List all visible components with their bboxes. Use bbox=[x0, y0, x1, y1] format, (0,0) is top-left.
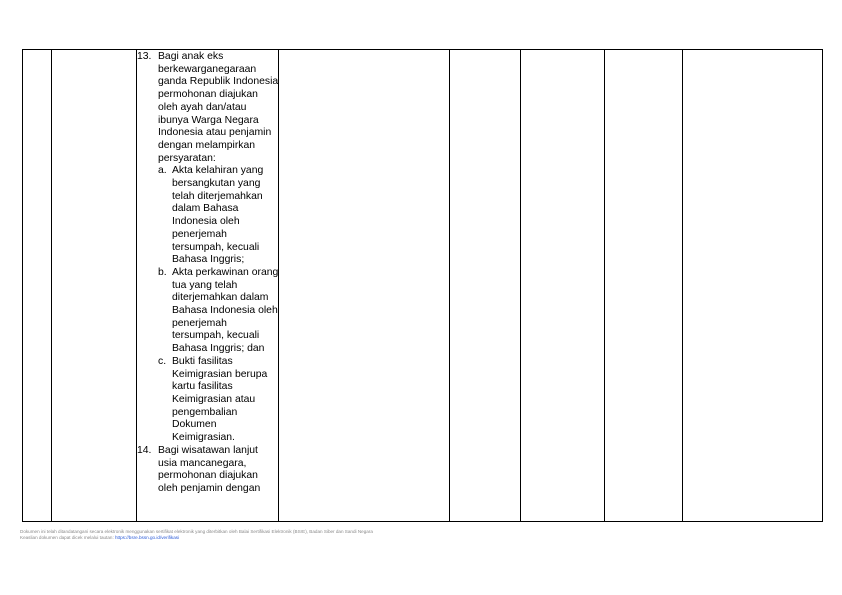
sub-item bbox=[158, 267, 279, 356]
column-divider bbox=[51, 50, 52, 521]
column-divider bbox=[520, 50, 521, 521]
requirements-cell bbox=[137, 51, 279, 496]
sub-item-letter: a. bbox=[158, 165, 167, 177]
column-divider bbox=[449, 50, 450, 521]
column-divider bbox=[682, 50, 683, 521]
sub-item bbox=[158, 356, 279, 445]
item-number: 14. bbox=[137, 444, 152, 456]
signature-notice: Dokumen ini telah ditandatangani secara elektronik menggunakan sertifikat elektronik yang diterbitkan oleh Balai Sertifikasi Elektronik (BSrE), Badan Siber dan Sandi Negara bbox=[20, 529, 373, 534]
list-item bbox=[137, 445, 279, 496]
list-item bbox=[137, 51, 279, 445]
item-text: Bagi anak eks berkewarganegaraan ganda Republik Indonesia permohonan diajukan oleh ayah dan/atau ibunya Warga Negara Indonesia atau penjamin dengan melampirkan persyaratan: bbox=[158, 51, 279, 164]
sub-item bbox=[158, 165, 279, 267]
verification-notice bbox=[20, 535, 179, 541]
verification-prefix: Keaslian dokumen dapat dicek melalui tautan: bbox=[20, 535, 115, 540]
sub-item-text: Akta kelahiran yang bersangkutan yang telah diterjemahkan dalam Bahasa Indonesia oleh penerjemah tersumpah, kecuali Bahasa Inggris; bbox=[172, 165, 264, 266]
sub-item-letter: b. bbox=[158, 266, 167, 278]
sub-item-text: Bukti fasilitas Keimigrasian berupa kartu fasilitas Keimigrasian atau pengembalian Dokumen Keimigrasian. bbox=[172, 355, 268, 444]
item-text: Bagi wisatawan lanjut usia mancanegara, permohonan diajukan oleh penjamin dengan bbox=[158, 444, 261, 494]
item-number: 13. bbox=[137, 51, 152, 62]
sub-item-text: Akta perkawinan orang tua yang telah diterjemahkan dalam Bahasa Indonesia oleh penerjemah tersumpah, kecuali Bahasa Inggris; dan bbox=[172, 266, 279, 355]
column-divider bbox=[604, 50, 605, 521]
requirements-table bbox=[22, 49, 823, 522]
verification-link[interactable]: https://bsre.bssn.go.id/verifikasi bbox=[115, 535, 180, 540]
sub-item-letter: c. bbox=[158, 355, 167, 367]
